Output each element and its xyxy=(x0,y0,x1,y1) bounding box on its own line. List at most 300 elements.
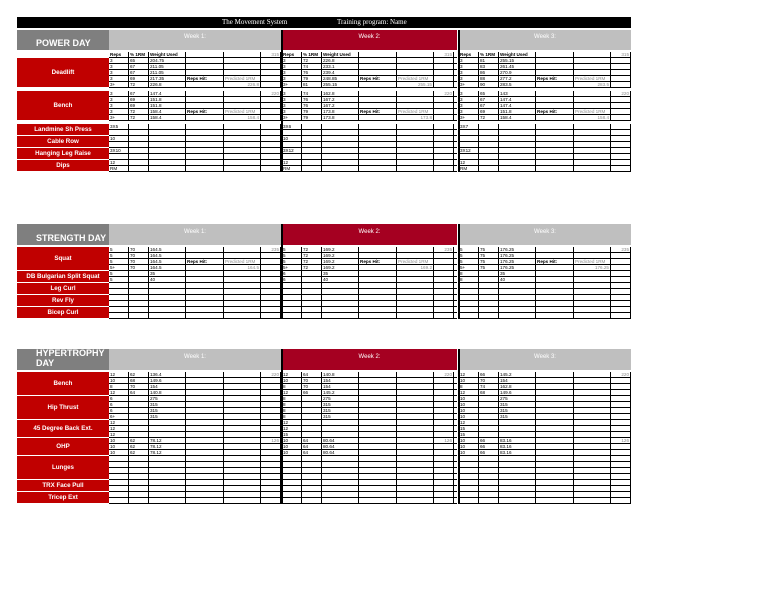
set-cell[interactable]: 167.2 xyxy=(322,103,359,108)
set-cell[interactable] xyxy=(282,474,302,479)
set-cell[interactable]: 10 xyxy=(459,450,479,455)
set-cell[interactable] xyxy=(149,492,186,497)
set-cell[interactable] xyxy=(574,136,611,141)
set-cell[interactable] xyxy=(149,420,186,425)
set-cell[interactable]: 226.8 xyxy=(322,58,359,63)
set-cell[interactable] xyxy=(186,97,224,102)
set-cell[interactable] xyxy=(186,384,224,389)
set-cell[interactable]: 12 xyxy=(282,390,302,395)
set-cell[interactable] xyxy=(261,97,281,102)
set-cell[interactable] xyxy=(479,414,499,419)
set-cell[interactable] xyxy=(186,456,224,461)
set-cell[interactable] xyxy=(611,283,631,288)
set-cell[interactable]: 158.4 xyxy=(574,115,611,120)
set-cell[interactable]: 3+ xyxy=(459,82,479,87)
set-cell[interactable]: 86 xyxy=(479,70,499,75)
set-cell[interactable] xyxy=(434,253,454,258)
set-cell[interactable]: 8 xyxy=(282,408,302,413)
set-cell[interactable] xyxy=(224,378,261,383)
set-cell[interactable] xyxy=(434,166,454,171)
set-cell[interactable] xyxy=(224,160,261,165)
set-cell[interactable] xyxy=(186,283,224,288)
set-cell[interactable] xyxy=(282,462,302,467)
set-cell[interactable] xyxy=(611,420,631,425)
set-cell[interactable] xyxy=(611,97,631,102)
set-cell[interactable] xyxy=(536,148,574,153)
set-cell[interactable] xyxy=(149,432,186,437)
set-cell[interactable] xyxy=(261,253,281,258)
set-cell[interactable]: 40 xyxy=(149,277,186,282)
set-cell[interactable] xyxy=(129,468,149,473)
set-cell[interactable]: 211.05 xyxy=(149,64,186,69)
set-cell[interactable] xyxy=(574,378,611,383)
set-cell[interactable] xyxy=(611,468,631,473)
set-cell[interactable]: 3 xyxy=(282,109,302,114)
set-cell[interactable] xyxy=(149,480,186,485)
set-cell[interactable] xyxy=(499,498,536,503)
set-cell[interactable]: 68 xyxy=(479,390,499,395)
set-cell[interactable] xyxy=(479,130,499,135)
set-cell[interactable] xyxy=(149,124,186,129)
set-cell[interactable]: 67 xyxy=(479,103,499,108)
set-cell[interactable]: 72 xyxy=(302,58,322,63)
set-cell[interactable] xyxy=(359,277,397,282)
set-cell[interactable]: 3 xyxy=(109,64,129,69)
set-cell[interactable] xyxy=(186,438,224,443)
set-cell[interactable]: 3+ xyxy=(109,82,129,87)
set-cell[interactable] xyxy=(186,426,224,431)
set-cell[interactable]: 3 xyxy=(109,97,129,102)
set-cell[interactable] xyxy=(479,277,499,282)
set-cell[interactable]: 151.8 xyxy=(149,103,186,108)
set-cell[interactable] xyxy=(186,468,224,473)
set-cell[interactable]: 164.5 xyxy=(149,253,186,258)
set-cell[interactable] xyxy=(359,82,397,87)
set-cell[interactable]: 10 xyxy=(109,378,129,383)
set-cell[interactable]: 66 xyxy=(302,390,322,395)
set-cell[interactable] xyxy=(129,492,149,497)
set-cell[interactable] xyxy=(322,462,359,467)
set-cell[interactable] xyxy=(479,456,499,461)
set-cell[interactable]: 162.8 xyxy=(322,91,359,96)
set-cell[interactable] xyxy=(434,498,454,503)
set-cell[interactable] xyxy=(322,498,359,503)
set-cell[interactable] xyxy=(149,307,186,312)
set-cell[interactable] xyxy=(536,97,574,102)
set-cell[interactable] xyxy=(611,414,631,419)
set-cell[interactable]: 8 xyxy=(282,396,302,401)
set-cell[interactable] xyxy=(359,396,397,401)
set-cell[interactable]: 80.64 xyxy=(322,438,359,443)
set-cell[interactable]: 12 xyxy=(109,426,129,431)
set-cell[interactable] xyxy=(499,160,536,165)
set-cell[interactable] xyxy=(434,420,454,425)
set-cell[interactable] xyxy=(186,450,224,455)
set-cell[interactable] xyxy=(186,115,224,120)
set-cell[interactable]: Predicted 1RM xyxy=(224,109,261,114)
set-cell[interactable] xyxy=(359,265,397,270)
set-cell[interactable] xyxy=(129,142,149,147)
set-cell[interactable] xyxy=(186,253,224,258)
set-cell[interactable] xyxy=(282,142,302,147)
set-cell[interactable] xyxy=(186,301,224,306)
set-cell[interactable]: 147.4 xyxy=(149,91,186,96)
set-cell[interactable] xyxy=(574,390,611,395)
set-cell[interactable] xyxy=(186,142,224,147)
set-cell[interactable] xyxy=(611,70,631,75)
set-cell[interactable] xyxy=(186,124,224,129)
set-cell[interactable] xyxy=(434,486,454,491)
set-cell[interactable] xyxy=(224,426,261,431)
set-cell[interactable]: 220 xyxy=(434,91,454,96)
set-cell[interactable] xyxy=(574,480,611,485)
set-cell[interactable] xyxy=(224,142,261,147)
set-cell[interactable] xyxy=(536,492,574,497)
set-cell[interactable] xyxy=(499,462,536,467)
set-cell[interactable]: 83 xyxy=(479,64,499,69)
set-cell[interactable] xyxy=(434,480,454,485)
set-cell[interactable]: 64 xyxy=(302,372,322,377)
set-cell[interactable]: 70 xyxy=(302,378,322,383)
set-cell[interactable]: 72 xyxy=(302,247,322,252)
set-cell[interactable]: 255.15 xyxy=(499,58,536,63)
set-cell[interactable] xyxy=(109,130,129,135)
set-cell[interactable] xyxy=(129,474,149,479)
set-cell[interactable] xyxy=(224,444,261,449)
set-cell[interactable] xyxy=(302,426,322,431)
set-cell[interactable] xyxy=(536,154,574,159)
set-cell[interactable] xyxy=(359,372,397,377)
set-cell[interactable]: 126 xyxy=(434,438,454,443)
set-cell[interactable] xyxy=(129,396,149,401)
set-cell[interactable] xyxy=(359,480,397,485)
set-cell[interactable] xyxy=(397,456,434,461)
set-cell[interactable]: 72 xyxy=(129,82,149,87)
set-cell[interactable]: 5 xyxy=(282,247,302,252)
set-cell[interactable] xyxy=(302,432,322,437)
set-cell[interactable]: 66 xyxy=(479,438,499,443)
set-cell[interactable] xyxy=(302,474,322,479)
set-cell[interactable] xyxy=(186,480,224,485)
set-cell[interactable] xyxy=(186,247,224,252)
set-cell[interactable] xyxy=(574,58,611,63)
set-cell[interactable]: 154 xyxy=(499,378,536,383)
set-cell[interactable] xyxy=(261,64,281,69)
set-cell[interactable]: 72 xyxy=(302,253,322,258)
set-cell[interactable] xyxy=(479,154,499,159)
set-cell[interactable] xyxy=(479,289,499,294)
set-cell[interactable] xyxy=(224,408,261,413)
set-cell[interactable] xyxy=(574,456,611,461)
set-cell[interactable] xyxy=(129,426,149,431)
set-cell[interactable] xyxy=(322,456,359,461)
set-cell[interactable] xyxy=(479,432,499,437)
set-cell[interactable]: 83.16 xyxy=(499,450,536,455)
set-cell[interactable]: 15 xyxy=(459,426,479,431)
set-cell[interactable]: 81 xyxy=(302,82,322,87)
set-cell[interactable] xyxy=(261,396,281,401)
set-cell[interactable] xyxy=(322,166,359,171)
set-cell[interactable]: 12 xyxy=(109,160,129,165)
set-cell[interactable] xyxy=(434,154,454,159)
set-cell[interactable]: 66 xyxy=(479,372,499,377)
set-cell[interactable]: 169.2 xyxy=(322,253,359,258)
set-cell[interactable]: 6 xyxy=(109,402,129,407)
set-cell[interactable]: 12 xyxy=(459,160,479,165)
set-cell[interactable] xyxy=(574,124,611,129)
set-cell[interactable] xyxy=(302,420,322,425)
set-cell[interactable] xyxy=(261,142,281,147)
set-cell[interactable]: 3 xyxy=(282,64,302,69)
set-cell[interactable] xyxy=(459,313,479,318)
set-cell[interactable] xyxy=(499,468,536,473)
set-cell[interactable] xyxy=(574,450,611,455)
set-cell[interactable] xyxy=(109,289,129,294)
set-cell[interactable] xyxy=(397,289,434,294)
set-cell[interactable] xyxy=(186,486,224,491)
set-cell[interactable]: 220 xyxy=(611,372,631,377)
set-cell[interactable] xyxy=(261,480,281,485)
set-cell[interactable] xyxy=(499,492,536,497)
set-cell[interactable] xyxy=(302,271,322,276)
set-cell[interactable] xyxy=(109,283,129,288)
set-cell[interactable]: 3+ xyxy=(282,82,302,87)
set-cell[interactable] xyxy=(261,271,281,276)
set-cell[interactable]: 70 xyxy=(129,384,149,389)
set-cell[interactable]: 315 xyxy=(499,414,536,419)
set-cell[interactable] xyxy=(397,408,434,413)
set-cell[interactable]: 164.5 xyxy=(149,265,186,270)
set-cell[interactable] xyxy=(359,462,397,467)
set-cell[interactable] xyxy=(224,289,261,294)
set-cell[interactable] xyxy=(359,444,397,449)
set-cell[interactable] xyxy=(434,390,454,395)
set-cell[interactable] xyxy=(186,136,224,141)
set-cell[interactable]: 35 xyxy=(499,271,536,276)
set-cell[interactable] xyxy=(129,124,149,129)
set-cell[interactable] xyxy=(611,390,631,395)
set-cell[interactable] xyxy=(434,64,454,69)
set-cell[interactable] xyxy=(261,426,281,431)
set-cell[interactable] xyxy=(397,420,434,425)
set-cell[interactable] xyxy=(479,468,499,473)
set-cell[interactable]: Reps Hit: xyxy=(186,76,224,81)
set-cell[interactable]: 239.4 xyxy=(322,70,359,75)
set-cell[interactable] xyxy=(479,396,499,401)
set-cell[interactable] xyxy=(397,492,434,497)
set-cell[interactable] xyxy=(129,456,149,461)
set-cell[interactable]: 220 xyxy=(611,91,631,96)
set-cell[interactable] xyxy=(149,313,186,318)
set-cell[interactable] xyxy=(186,289,224,294)
set-cell[interactable]: 10 xyxy=(109,438,129,443)
set-cell[interactable] xyxy=(282,456,302,461)
set-cell[interactable]: 10 xyxy=(109,136,129,141)
set-cell[interactable]: 126 xyxy=(261,438,281,443)
set-cell[interactable]: Predicted 1RM xyxy=(224,76,261,81)
set-cell[interactable] xyxy=(359,136,397,141)
set-cell[interactable] xyxy=(397,468,434,473)
set-cell[interactable] xyxy=(302,160,322,165)
set-cell[interactable] xyxy=(434,295,454,300)
set-cell[interactable]: 72 xyxy=(302,259,322,264)
set-cell[interactable] xyxy=(224,313,261,318)
set-cell[interactable] xyxy=(479,301,499,306)
set-cell[interactable]: 8 xyxy=(459,271,479,276)
set-cell[interactable] xyxy=(224,420,261,425)
set-cell[interactable]: 3 xyxy=(459,70,479,75)
set-cell[interactable] xyxy=(261,283,281,288)
set-cell[interactable]: RM xyxy=(282,166,302,171)
set-cell[interactable] xyxy=(434,283,454,288)
set-cell[interactable] xyxy=(109,154,129,159)
set-cell[interactable] xyxy=(302,289,322,294)
set-cell[interactable] xyxy=(186,372,224,377)
set-cell[interactable]: 255.15 xyxy=(397,82,434,87)
set-cell[interactable] xyxy=(459,142,479,147)
set-cell[interactable]: 154 xyxy=(322,384,359,389)
set-cell[interactable] xyxy=(109,498,129,503)
set-cell[interactable]: 3 xyxy=(459,97,479,102)
set-cell[interactable] xyxy=(322,420,359,425)
set-cell[interactable]: 169.2 xyxy=(322,247,359,252)
set-cell[interactable] xyxy=(574,313,611,318)
set-cell[interactable]: 3 xyxy=(109,70,129,75)
set-cell[interactable] xyxy=(611,408,631,413)
set-cell[interactable]: 67 xyxy=(129,64,149,69)
set-cell[interactable] xyxy=(536,124,574,129)
set-cell[interactable] xyxy=(186,474,224,479)
set-cell[interactable]: 3 xyxy=(282,103,302,108)
set-cell[interactable]: 70 xyxy=(129,259,149,264)
set-cell[interactable] xyxy=(224,402,261,407)
set-cell[interactable] xyxy=(434,160,454,165)
set-cell[interactable]: 3 xyxy=(459,103,479,108)
set-cell[interactable]: 154 xyxy=(149,384,186,389)
set-cell[interactable]: 64 xyxy=(302,438,322,443)
set-cell[interactable] xyxy=(459,456,479,461)
set-cell[interactable] xyxy=(224,154,261,159)
set-cell[interactable] xyxy=(397,58,434,63)
set-cell[interactable] xyxy=(224,432,261,437)
set-cell[interactable]: Predicted 1RM xyxy=(397,109,434,114)
set-cell[interactable] xyxy=(186,307,224,312)
set-cell[interactable] xyxy=(397,462,434,467)
set-cell[interactable] xyxy=(359,456,397,461)
set-cell[interactable]: 35 xyxy=(322,271,359,276)
set-cell[interactable]: 5 xyxy=(282,259,302,264)
set-cell[interactable] xyxy=(611,432,631,437)
set-cell[interactable] xyxy=(499,432,536,437)
set-cell[interactable] xyxy=(322,307,359,312)
set-cell[interactable] xyxy=(359,97,397,102)
set-cell[interactable] xyxy=(397,414,434,419)
set-cell[interactable] xyxy=(109,474,129,479)
set-cell[interactable]: 275 xyxy=(322,396,359,401)
set-cell[interactable] xyxy=(536,265,574,270)
set-cell[interactable] xyxy=(359,301,397,306)
set-cell[interactable] xyxy=(149,426,186,431)
set-cell[interactable] xyxy=(479,283,499,288)
set-cell[interactable] xyxy=(574,402,611,407)
set-cell[interactable] xyxy=(434,444,454,449)
set-cell[interactable] xyxy=(536,432,574,437)
set-cell[interactable] xyxy=(129,402,149,407)
set-cell[interactable]: 88 xyxy=(479,76,499,81)
set-cell[interactable] xyxy=(479,492,499,497)
set-cell[interactable] xyxy=(224,307,261,312)
set-cell[interactable]: 12 xyxy=(109,372,129,377)
set-cell[interactable] xyxy=(359,91,397,96)
set-cell[interactable] xyxy=(322,492,359,497)
set-cell[interactable] xyxy=(261,265,281,270)
set-cell[interactable] xyxy=(536,384,574,389)
set-cell[interactable]: 12 xyxy=(282,372,302,377)
set-cell[interactable]: 5 xyxy=(109,247,129,252)
set-cell[interactable] xyxy=(322,295,359,300)
set-cell[interactable] xyxy=(434,109,454,114)
set-cell[interactable] xyxy=(397,301,434,306)
set-cell[interactable] xyxy=(397,480,434,485)
set-cell[interactable] xyxy=(224,492,261,497)
set-cell[interactable] xyxy=(261,295,281,300)
set-cell[interactable] xyxy=(261,498,281,503)
set-cell[interactable]: 10 xyxy=(459,438,479,443)
set-cell[interactable] xyxy=(322,142,359,147)
set-cell[interactable]: 164.5 xyxy=(149,259,186,264)
set-cell[interactable] xyxy=(359,313,397,318)
set-cell[interactable] xyxy=(109,301,129,306)
set-cell[interactable]: 70 xyxy=(479,378,499,383)
set-cell[interactable] xyxy=(499,154,536,159)
set-cell[interactable]: 220 xyxy=(261,372,281,377)
set-cell[interactable]: 76 xyxy=(302,97,322,102)
set-cell[interactable]: 78.12 xyxy=(149,444,186,449)
set-cell[interactable]: 8 xyxy=(459,277,479,282)
set-cell[interactable] xyxy=(574,166,611,171)
set-cell[interactable] xyxy=(359,492,397,497)
set-cell[interactable] xyxy=(302,142,322,147)
set-cell[interactable]: 3 xyxy=(459,109,479,114)
set-cell[interactable] xyxy=(397,450,434,455)
set-cell[interactable] xyxy=(261,301,281,306)
set-cell[interactable]: 158.4 xyxy=(224,115,261,120)
set-cell[interactable]: 147.4 xyxy=(499,103,536,108)
set-cell[interactable]: Predicted 1RM xyxy=(574,76,611,81)
set-cell[interactable] xyxy=(322,426,359,431)
set-cell[interactable]: 283.5 xyxy=(574,82,611,87)
set-cell[interactable] xyxy=(186,492,224,497)
set-cell[interactable] xyxy=(459,474,479,479)
set-cell[interactable] xyxy=(186,378,224,383)
set-cell[interactable] xyxy=(224,124,261,129)
set-cell[interactable] xyxy=(261,486,281,491)
set-cell[interactable] xyxy=(574,247,611,252)
set-cell[interactable] xyxy=(359,432,397,437)
set-cell[interactable] xyxy=(479,142,499,147)
set-cell[interactable] xyxy=(322,474,359,479)
set-cell[interactable]: 64 xyxy=(302,450,322,455)
set-cell[interactable] xyxy=(479,408,499,413)
set-cell[interactable] xyxy=(282,295,302,300)
set-cell[interactable]: 10 xyxy=(109,450,129,455)
set-cell[interactable]: 70 xyxy=(129,247,149,252)
set-cell[interactable] xyxy=(479,474,499,479)
set-cell[interactable]: 40 xyxy=(499,277,536,282)
set-cell[interactable]: 12 xyxy=(459,420,479,425)
set-cell[interactable] xyxy=(574,148,611,153)
set-cell[interactable]: 233.1 xyxy=(322,64,359,69)
